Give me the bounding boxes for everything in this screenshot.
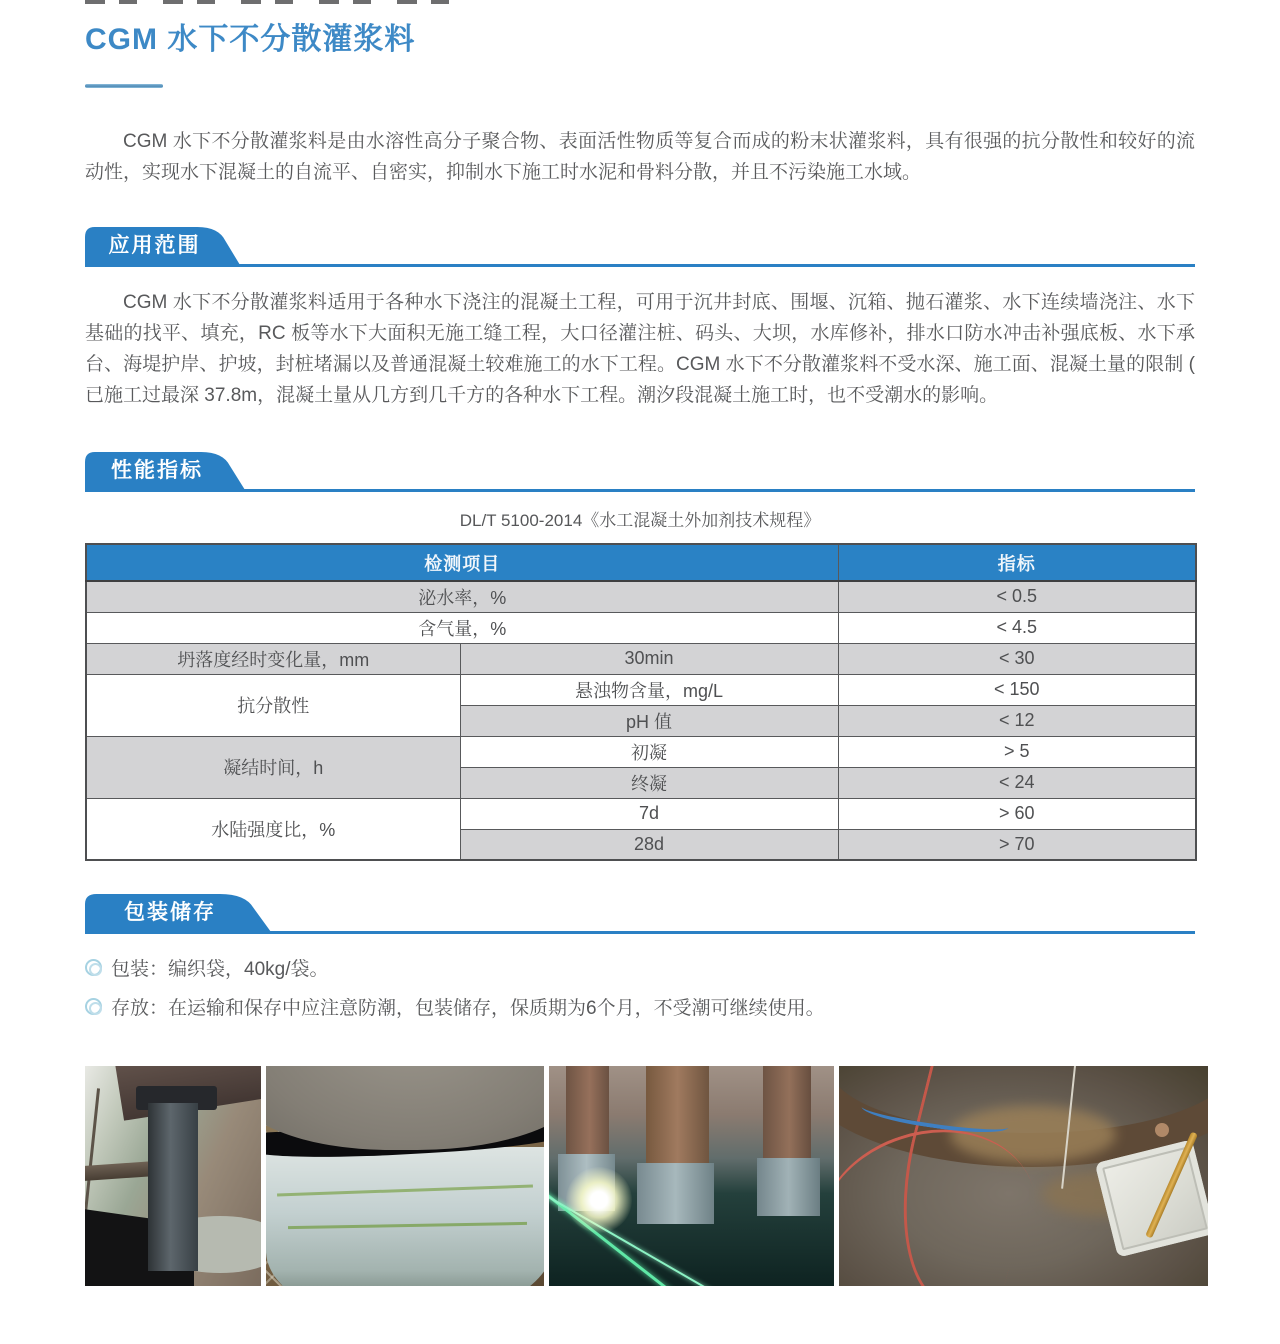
- table-cell: pH 值: [460, 705, 838, 736]
- section-performance-badge: [85, 452, 245, 490]
- photo3-pile-wrap: [757, 1158, 820, 1215]
- table-cell: < 4.5: [838, 612, 1196, 643]
- performance-table: [85, 543, 1197, 861]
- bullet-text: 存放：在运输和保存中应注意防潮，包装储存，保质期为6个月，不受潮可继续使用。: [111, 998, 825, 1019]
- table-header-row: [86, 544, 1196, 581]
- photo-strip: [85, 1066, 1195, 1286]
- photo-underwater-piles-laser: [549, 1066, 834, 1286]
- photo-bridge-pier-formwork: [85, 1066, 261, 1286]
- section-performance-bar: [85, 455, 1195, 492]
- table-row: [86, 581, 1196, 612]
- section-application-heading: 应用范围: [108, 234, 201, 257]
- standard-caption: DL/T 5100-2014《水工混凝土外加剂技术规程》: [459, 511, 821, 530]
- section-application-badge: [85, 227, 240, 265]
- table-cell: 含气量，%: [86, 612, 838, 643]
- section-packaging-bar: [85, 897, 1195, 934]
- table-header-item: 检测项目: [86, 544, 838, 581]
- list-item: [85, 993, 1195, 1020]
- title-underline: [85, 84, 163, 88]
- table-cell: 7d: [460, 798, 838, 829]
- table-row: [86, 736, 1196, 767]
- table-cell: 28d: [460, 829, 838, 860]
- table-cell: 初凝: [460, 736, 838, 767]
- table-row: [86, 798, 1196, 829]
- photo2-steel-form: [266, 1147, 544, 1286]
- photo3-pier: [763, 1066, 811, 1167]
- table-cell: 水陆强度比，%: [86, 798, 460, 860]
- table-cell: 抗分散性: [86, 674, 460, 736]
- photo-cofferdam-mud-pit: [839, 1066, 1208, 1286]
- ring-bullet-icon: [85, 959, 102, 976]
- table-cell: > 70: [838, 829, 1196, 860]
- section-packaging-badge: [85, 894, 271, 932]
- section-packaging-heading: 包装储存: [124, 901, 216, 924]
- table-cell: 坍落度经时变化量，mm: [86, 643, 460, 674]
- photo2-concrete-cap: [266, 1066, 544, 1150]
- table-row: [86, 643, 1196, 674]
- list-item: [85, 954, 1195, 981]
- table-cell: > 5: [838, 736, 1196, 767]
- table-row: [86, 612, 1196, 643]
- table-cell: 凝结时间，h: [86, 736, 460, 798]
- table-cell: > 60: [838, 798, 1196, 829]
- ring-bullet-icon: [85, 998, 102, 1015]
- table-cell: < 12: [838, 705, 1196, 736]
- table-cell: < 0.5: [838, 581, 1196, 612]
- packaging-bullets: [85, 954, 1195, 1020]
- application-paragraph: CGM 水下不分散灌浆料适用于各种水下浇注的混凝土工程，可用于沉井封底、围堰、沉箱、抛石灌浆、水下连续墙浇注、水下基础的找平、填充，RC 板等水下大面积无施工缝工程，大口径灌注桩、码头、大坝，水库修补，排水口防水冲击补强底板、水下承台、海堤护岸、护坡，封桩堵漏以及普通混凝土较难施工的水下工程。CGM 水下不分散灌浆料不受水深、施工面、混凝土量的限制 ( 已施工过最深 37.8m，混凝土量从几方到几千方的各种水下工程。潮汐段混凝土施工时，也不受潮水的影响。: [85, 292, 1195, 406]
- table-cell: < 24: [838, 767, 1196, 798]
- photo3-pile-wrap: [637, 1163, 714, 1225]
- table-cell: 终凝: [460, 767, 838, 798]
- intro-paragraph: CGM 水下不分散灌浆料是由水溶性高分子聚合物、表面活性物质等复合而成的粉末状灌浆料，具有很强的抗分散性和较好的流动性，实现水下混凝土的自流平、自密实，抑制水下施工时水泥和骨料分散，并且不污染施工水域。: [85, 131, 1195, 183]
- table-cell: 泌水率，%: [86, 581, 838, 612]
- photo1-formwork-column: [148, 1103, 197, 1270]
- photo3-work-light: [566, 1167, 632, 1233]
- bullet-text: 包装：编织袋，40kg/袋。: [111, 959, 329, 980]
- table-cell: 悬浊物含量，mg/L: [460, 674, 838, 705]
- table-row: [86, 674, 1196, 705]
- photo-pier-joint-closeup: [266, 1066, 544, 1286]
- page-title: CGM 水下不分散灌浆料: [85, 23, 416, 56]
- table-cell: 30min: [460, 643, 838, 674]
- table-cell: < 150: [838, 674, 1196, 705]
- table-cell: < 30: [838, 643, 1196, 674]
- section-application-bar: [85, 230, 1195, 267]
- table-header-index: 指标: [838, 544, 1196, 581]
- section-performance-heading: 性能指标: [111, 459, 203, 482]
